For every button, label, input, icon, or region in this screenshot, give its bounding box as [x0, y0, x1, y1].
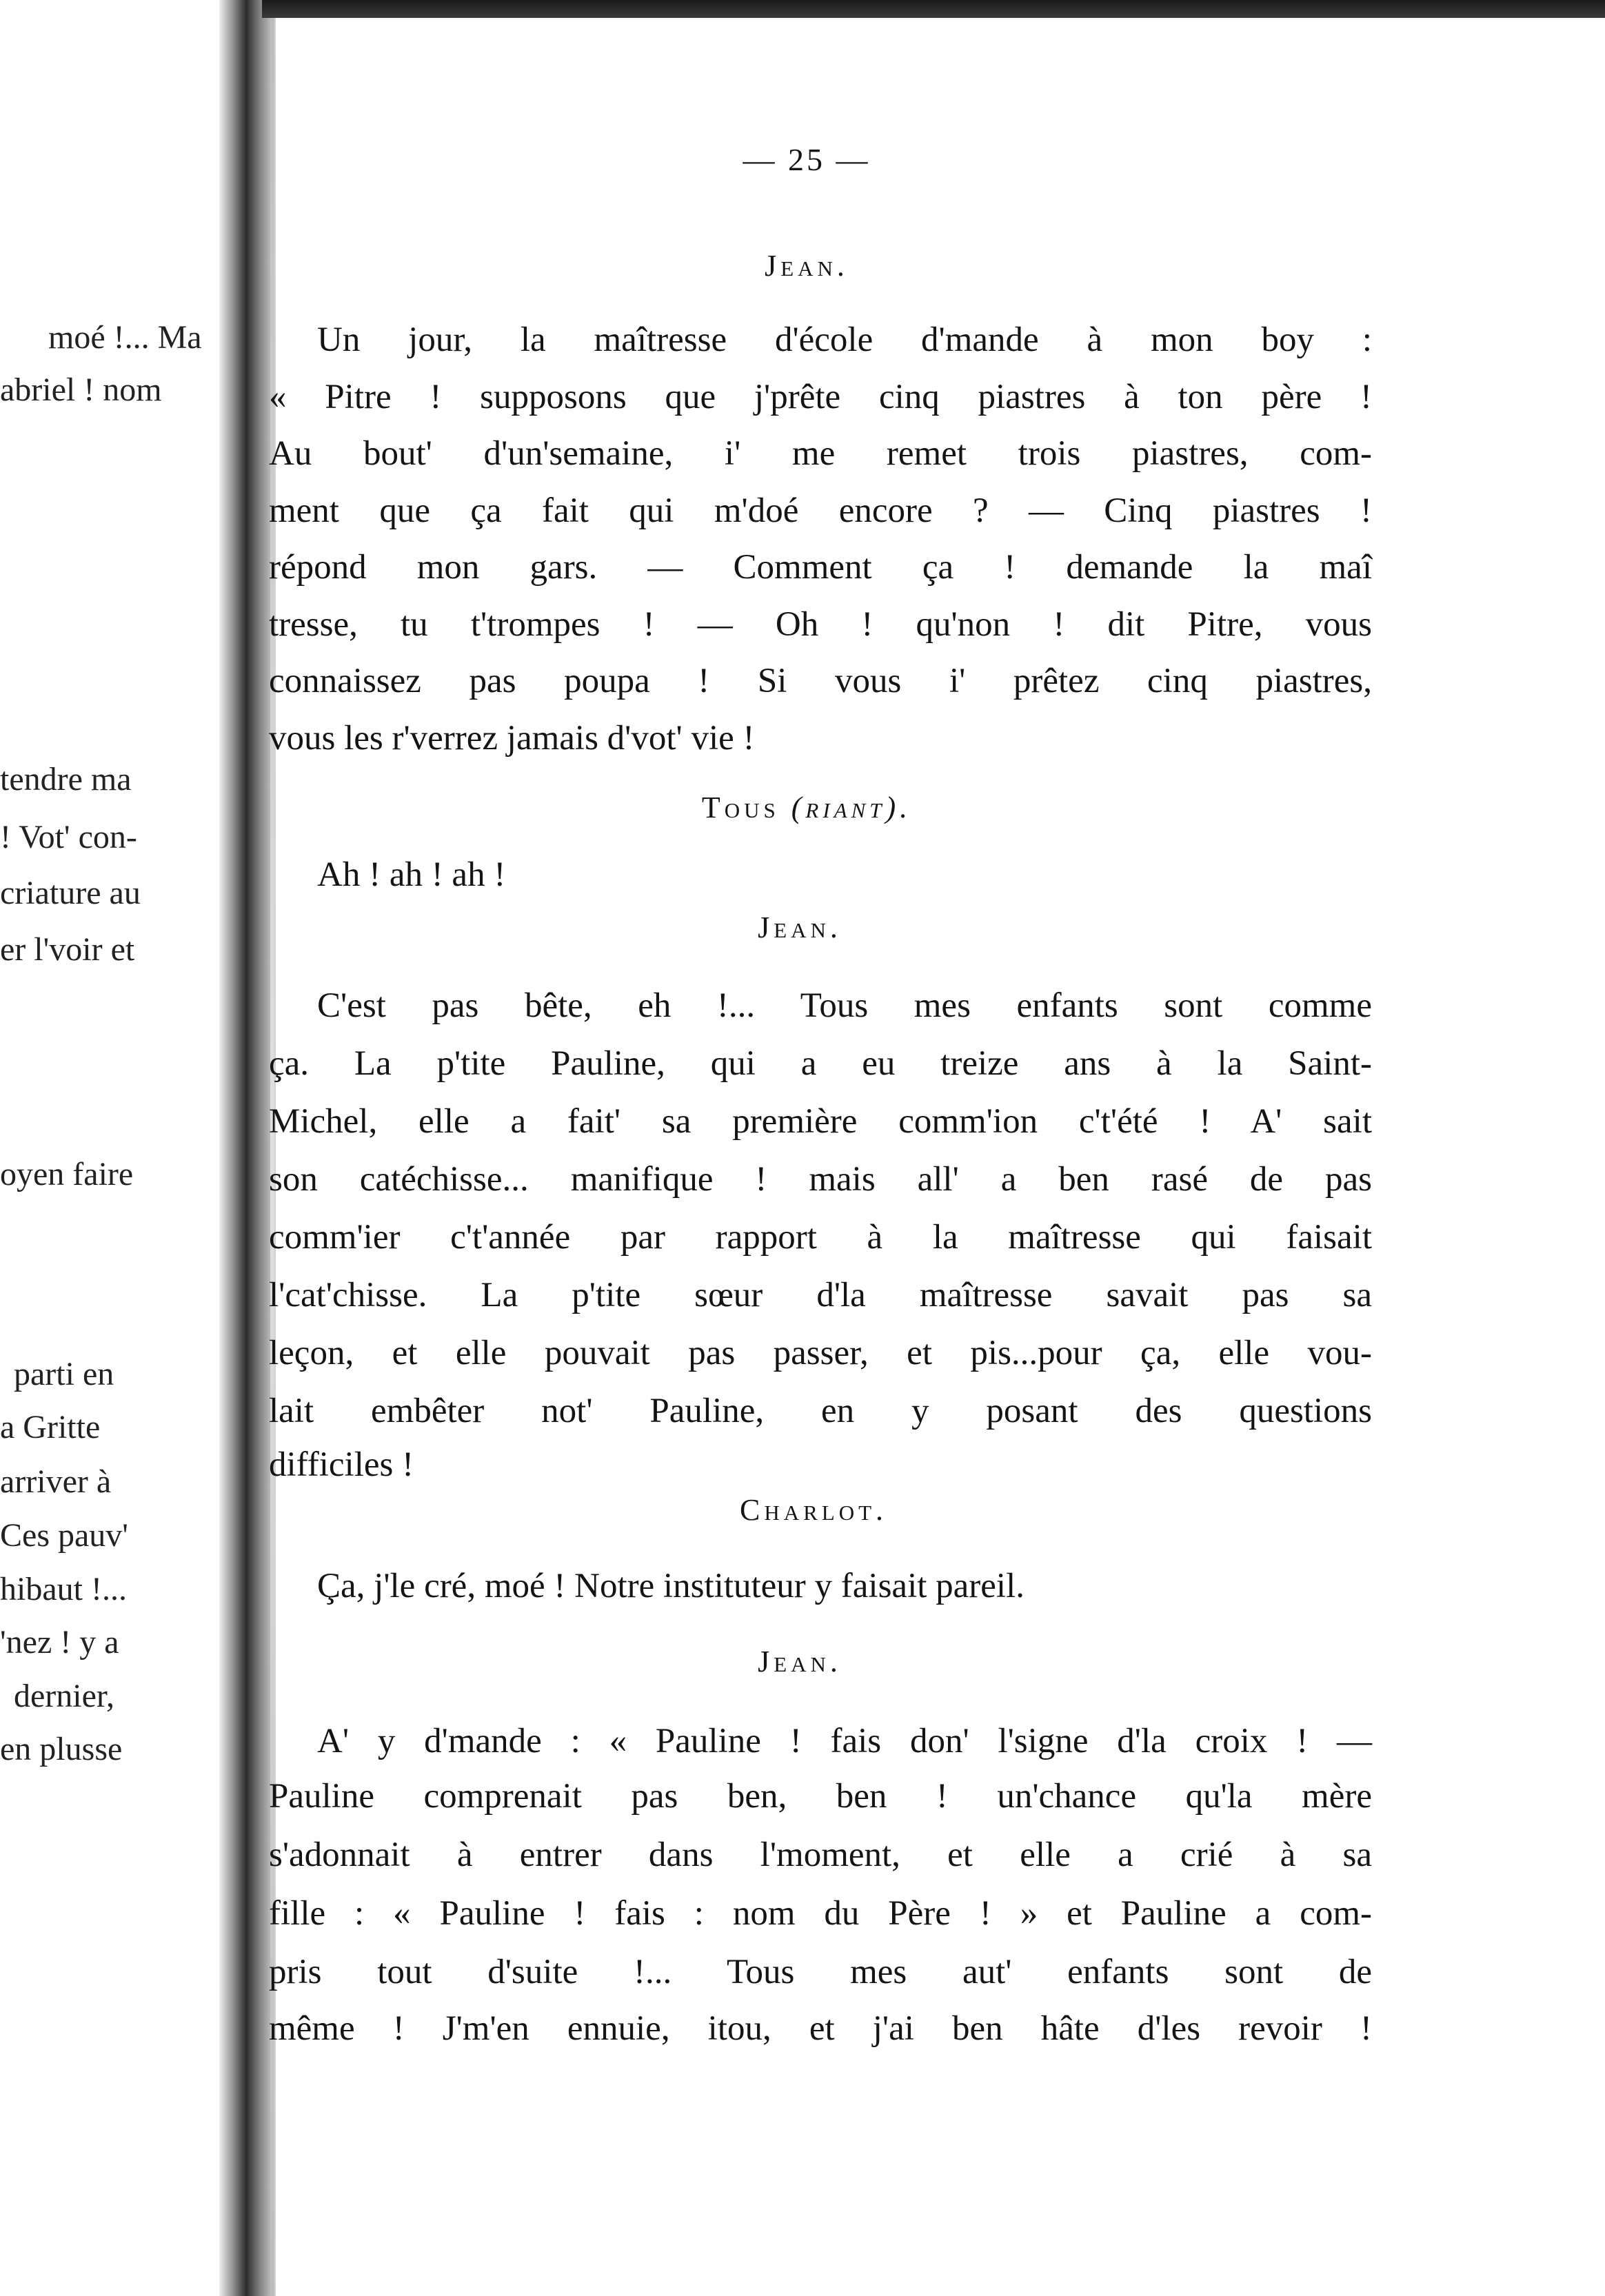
speaker-name: Tous	[701, 791, 780, 824]
left-page-fragment: dernier,	[14, 1678, 114, 1714]
text-line: « Pitre ! supposons que j'prête cinq piastres à ton père !	[269, 378, 1372, 416]
text-line: ment que ça fait qui m'doé encore ? — Cinq piastres !	[269, 491, 1372, 530]
left-page-fragment: Ces pauv'	[0, 1517, 128, 1554]
left-page-fragment: tendre ma	[0, 761, 132, 797]
stage-direction: (riant).	[791, 791, 912, 824]
text-line: Michel, elle a fait' sa première comm'ion c't'été ! A' sait	[269, 1102, 1372, 1141]
speaker-name: Charlot.	[739, 1493, 888, 1527]
text-line: ça. La p'tite Pauline, qui a eu treize ans à la Saint-	[269, 1044, 1372, 1083]
left-page-fragment: moé !... Ma	[48, 319, 202, 356]
speaker-name: Jean.	[765, 249, 849, 283]
text-line: l'cat'chisse. La p'tite sœur d'la maîtresse savait pas sa	[269, 1276, 1372, 1314]
text-line: tresse, tu t'trompes ! — Oh ! qu'non ! dit Pitre, vous	[269, 605, 1372, 644]
left-page-fragment: parti en	[14, 1356, 114, 1392]
left-page-fragment: abriel ! nom	[0, 372, 162, 408]
text-line: A' y d'mande : « Pauline ! fais don' l'signe d'la croix ! —	[317, 1722, 1372, 1760]
text-line: connaissez pas poupa ! Si vous i' prêtez cinq piastres,	[269, 662, 1372, 700]
text-line: répond mon gars. — Comment ça ! demande la maî	[269, 548, 1372, 587]
speaker-name: Jean.	[758, 1645, 842, 1678]
speaker-name: Jean.	[758, 911, 842, 944]
left-page-fragment: oyen faire	[0, 1156, 134, 1192]
text-line: Ah ! ah ! ah !	[317, 855, 506, 894]
scan-top-edge	[262, 0, 1605, 18]
left-page-fragment: arriver à	[0, 1463, 112, 1500]
text-line: vous les r'verrez jamais d'vot' vie !	[269, 719, 755, 758]
text-line: fille : « Pauline ! fais : nom du Père ! » et Pauline a com-	[269, 1894, 1372, 1933]
text-line: lait embêter not' Pauline, en y posant des questions	[269, 1392, 1372, 1430]
text-line: Pauline comprenait pas ben, ben ! un'chance qu'la mère	[269, 1777, 1372, 1816]
text-line: comm'ier c't'année par rapport à la maîtresse qui faisait	[269, 1218, 1372, 1257]
left-page-fragment: criature au	[0, 875, 141, 911]
text-line: C'est pas bête, eh !... Tous mes enfants sont comme	[317, 986, 1372, 1025]
text-line: pris tout d'suite !... Tous mes aut' enfants sont de	[269, 1953, 1372, 1991]
left-page-fragment: 'nez ! y a	[0, 1624, 119, 1660]
left-page-fragment: hibaut !...	[0, 1571, 127, 1607]
left-page-fragment: en plusse	[0, 1731, 123, 1767]
text-line: même ! J'm'en ennuie, itou, et j'ai ben hâte d'les revoir !	[269, 2009, 1372, 2048]
left-page-fragment: ! Vot' con-	[0, 819, 137, 855]
text-line: Au bout' d'un'semaine, i' me remet trois piastres, com-	[269, 434, 1372, 473]
left-page-fragment: er l'voir et	[0, 931, 135, 968]
left-page-margin	[0, 0, 228, 2296]
text-line: Un jour, la maîtresse d'école d'mande à mon boy :	[317, 321, 1372, 359]
page-number: — 25 —	[743, 142, 871, 177]
left-page-fragment: a Gritte	[0, 1409, 101, 1445]
book-gutter	[219, 0, 276, 2296]
speaker-heading	[620, 790, 993, 825]
text-line: leçon, et elle pouvait pas passer, et pis...pour ça, elle vou-	[269, 1334, 1372, 1372]
text-line: s'adonnait à entrer dans l'moment, et elle a crié à sa	[269, 1836, 1372, 1874]
text-line: Ça, j'le cré, moé ! Notre instituteur y faisait pareil.	[317, 1567, 1025, 1605]
text-line: difficiles !	[269, 1445, 414, 1484]
text-line: son catéchisse... manifique ! mais all' a ben rasé de pas	[269, 1160, 1372, 1199]
